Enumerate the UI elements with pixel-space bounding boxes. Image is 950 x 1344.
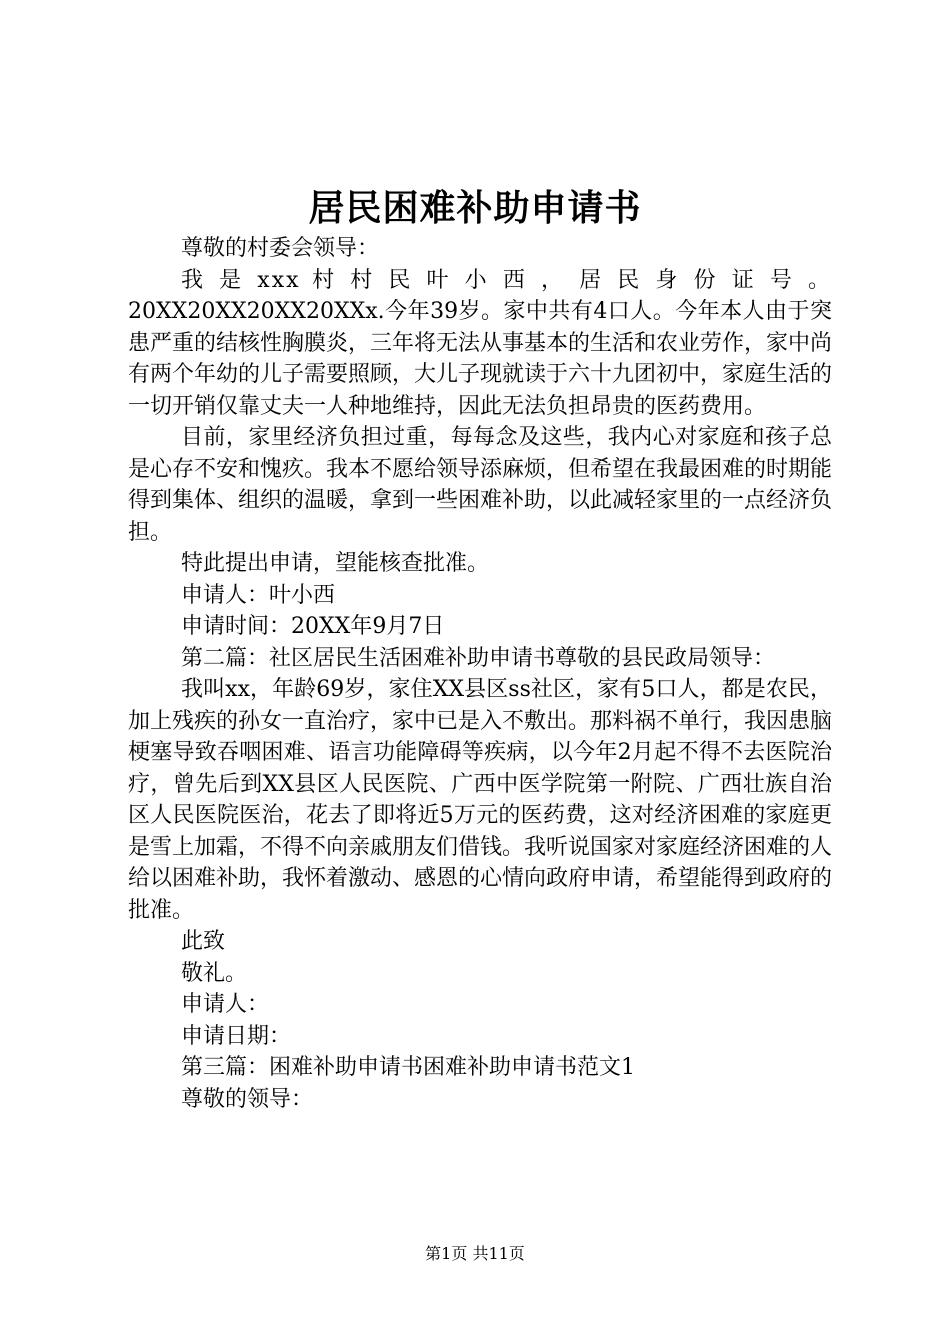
paragraph-section-two: 我叫xx，年龄69岁，家住XX县区ss社区，家有5口人，都是农民，加上残疾的孙女一直治疗，家中已是入不敷出。那料祸不单行，我因患脑梗塞导致吞咽困难、语言功能障碍等疾病，以今年2月起不得不去医院治疗，曾先后到XX县区人民医院、广西中医学院第一附院、广西壮族自治区人民医院医治，花去了即将近5万元的医药费，这对经济困难的家庭更是雪上加霜，不得不向亲戚朋友们借钱。我听说国家对家庭经济困难的人给以困难补助，我怀着激动、感恩的心情向政府申请，希望能得到政府的批准。 [128,677,833,923]
paragraph-request: 特此提出申请，望能核查批准。 [181,551,490,576]
salutation: 尊敬的村委会领导： [181,236,380,261]
paragraph-situation: 目前，家里经济负担过重，每每念及这些，我内心对家庭和孩子总是心存不安和愧疚。我本不愿给领导添麻烦，但希望在我最困难的时期能得到集体、组织的温暖，拿到一些困难补助，以此减轻家里的一点经济负担。 [128,425,833,545]
document-title: 居民困难补助申请书 [308,187,642,229]
application-date-line: 申请时间：20XX年9月7日 [181,614,445,639]
regards-line: 敬礼。 [181,960,248,986]
paragraph-intro: 20XX20XX20XX20XXx.今年39岁。家中共有4口人。今年本人由于突患严重的结核性胸膜炎，三年将无法从事基本的生活和农业劳作，家中尚有两个年幼的儿子需要照顾，大儿子现就读于六十九团初中，家庭生活的一切开销仅靠丈夫一人种地维持，因此无法负担昂贵的医药费用。 [128,299,833,419]
closing-line: 此致 [181,929,226,954]
section-two-heading: 第二篇：社区居民生活困难补助申请书尊敬的县民政局领导： [181,645,776,671]
applicant-blank-line: 申请人： [181,992,270,1017]
paragraph-intro-line: 我 是 xxx 村 村 民 叶 小 西 ， 居 民 身 份 证 号 。 [181,267,832,293]
salutation-three: 尊敬的领导： [181,1086,314,1112]
page-footer: 第1页 共11页 [425,1244,525,1263]
date-blank-line: 申请日期： [181,1023,292,1049]
applicant-line: 申请人：叶小西 [181,582,336,608]
section-three-heading: 第三篇：困难补助申请书困难补助申请书范文1 [181,1055,635,1080]
document-body [128,233,832,1115]
